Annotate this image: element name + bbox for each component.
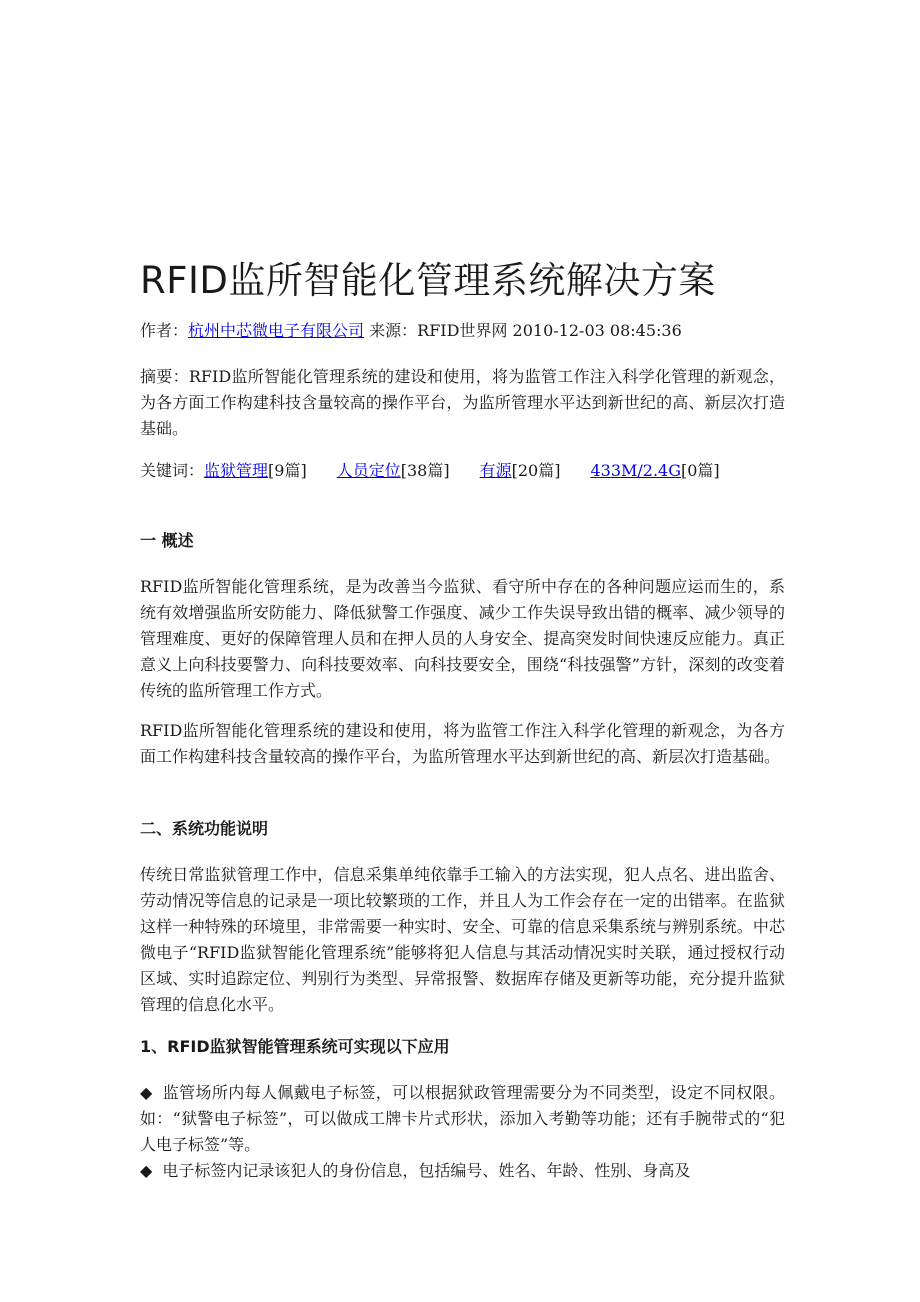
keyword-count: [20篇] — [511, 461, 561, 480]
keyword-count: [0篇] — [681, 461, 720, 480]
section-heading-overview: 一 概述 — [140, 531, 194, 550]
abstract: 摘要：RFID监所智能化管理系统的建设和使用，将为监管工作注入科学化管理的新观念，为各方面工作构建科技含量较高的操作平台，为监所管理水平达到新世纪的高、新层次打造基础。 — [140, 367, 785, 438]
source-name: RFID世界网 — [417, 321, 508, 340]
overview-paragraph-1: RFID监所智能化管理系统，是为改善当今监狱、看守所中存在的各种问题应运而生的，系统有效增强监所安防能力、降低狱警工作强度、减少工作失误导致出错的概率、减少领导的管理难度、更好的保障管理人员和在押人员的人身安全、提高突发时间快速反应能力。真正意义上向科技要警力、向科技要效率、向科技要安全，围绕“科技强警”方针，深刻的改变着传统的监所管理工作方式。 — [140, 577, 785, 700]
keywords-row — [140, 458, 785, 484]
article-meta — [140, 318, 682, 344]
author-label: 作者： — [140, 321, 189, 340]
bullet-text: 监管场所内每人佩戴电子标签，可以根据狱政管理需要分为不同类型，设定不同权限。如：“狱警电子标签”，可以做成工牌卡片式形状，添加入考勤等功能；还有手腕带式的“犯人电子标签”等。 — [140, 1083, 785, 1154]
section-heading-functions: 二、系统功能说明 — [140, 819, 269, 838]
keyword-item — [590, 461, 719, 480]
keyword-item — [204, 458, 307, 484]
keyword-link[interactable]: 监狱管理 — [204, 461, 269, 480]
keyword-count: [38篇] — [400, 461, 450, 480]
keyword-link[interactable]: 433M/2.4G — [590, 461, 681, 480]
keywords-label: 关键词： — [140, 461, 205, 480]
functions-paragraph-1: 传统日常监狱管理工作中，信息采集单纯依靠手工输入的方法实现，犯人点名、进出监舍、劳动情况等信息的记录是一项比较繁琐的工作，并且人为工作会存在一定的出错率。在监狱这样一种特殊的环境里，非常需要一种实时、安全、可靠的信息采集系统与辨别系统。中芯微电子“RFID监狱智能化管理系统”能够将犯人信息与其活动情况实时关联，通过授权行动区域、实时追踪定位、判别行为类型、异常报警、数据库存储及更新等功能，充分提升监狱管理的信息化水平。 — [140, 865, 785, 1014]
bullet-item-2 — [140, 1158, 785, 1184]
keyword-item — [480, 458, 561, 484]
bullet-item-1 — [140, 1080, 785, 1158]
keyword-link[interactable]: 人员定位 — [336, 461, 401, 480]
publish-datetime: 2010-12-03 08:45:36 — [512, 321, 682, 340]
keyword-count: [9篇] — [268, 461, 307, 480]
article-title: RFID监所智能化管理系统解决方案 — [140, 259, 716, 302]
keyword-item — [337, 458, 450, 484]
diamond-bullet-icon: ◆ — [140, 1083, 153, 1102]
subsection-heading-applications: 1、RFID监狱智能管理系统可实现以下应用 — [140, 1037, 450, 1056]
keyword-link[interactable]: 有源 — [479, 461, 512, 480]
diamond-bullet-icon: ◆ — [140, 1161, 153, 1180]
source-label: 来源： — [369, 321, 418, 340]
author-link[interactable]: 杭州中芯微电子有限公司 — [188, 321, 365, 340]
overview-paragraph-2: RFID监所智能化管理系统的建设和使用，将为监管工作注入科学化管理的新观念，为各方面工作构建科技含量较高的操作平台，为监所管理水平达到新世纪的高、新层次打造基础。 — [140, 721, 785, 766]
bullet-text: 电子标签内记录该犯人的身份信息，包括编号、姓名、年龄、性别、身高及 — [162, 1161, 691, 1180]
